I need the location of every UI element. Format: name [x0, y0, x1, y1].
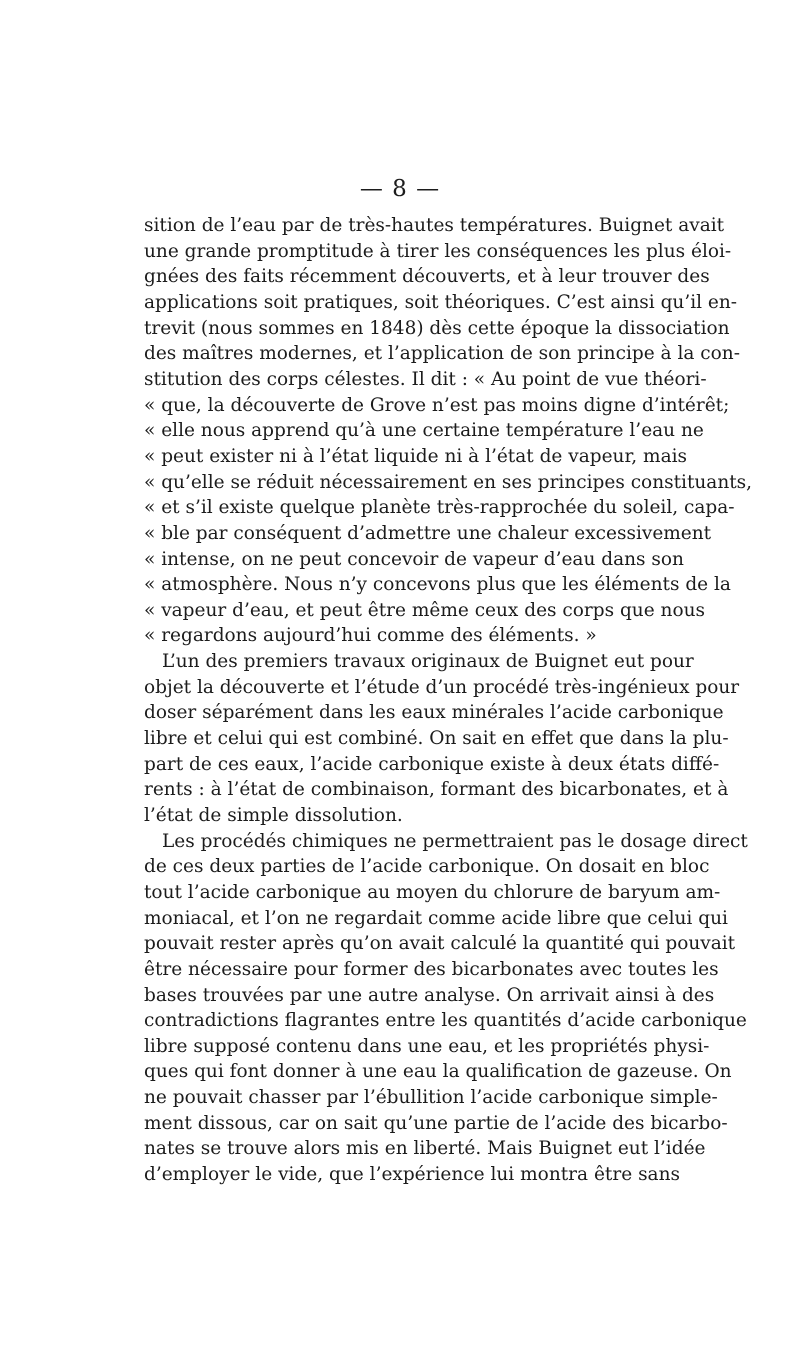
- text-line: « ble par conséquent d’admettre une chaleur excessivement: [144, 522, 712, 544]
- text-line: « elle nous apprend qu’à une certaine température l’eau ne: [144, 420, 704, 442]
- text-line: libre et celui qui est combiné. On sait en effet que dans la plu-: [144, 728, 729, 749]
- text-line: « intense, on ne peut concevoir de vapeur d’eau dans son: [144, 548, 684, 570]
- text-line: contradictions flagrantes entre les quantités d’acide carbonique: [144, 1010, 747, 1032]
- text-line: bases trouvées par une autre analyse. On arrivait ainsi à des: [144, 984, 715, 1006]
- text-line: moniacal, et l’on ne regardait comme acide libre que celui qui: [144, 907, 728, 929]
- text-line: « et s’il existe quelque planète très-rapprochée du soleil, capa-: [144, 497, 735, 519]
- text-line: être nécessaire pour former des bicarbonates avec toutes les: [144, 958, 719, 980]
- text-line: gnées des faits récemment découverts, et à leur trouver des: [144, 266, 710, 288]
- text-line: « que, la découverte de Grove n’est pas moins digne d’intérêt;: [144, 394, 730, 416]
- text-line: sition de l’eau par de très-hautes températures. Buignet avait: [144, 215, 725, 236]
- text-line: objet la découverte et l’étude d’un procédé très-ingénieux pour: [144, 676, 740, 698]
- text-line: Les procédés chimiques ne permettraient pas le dosage direct: [162, 830, 748, 852]
- text-line: des maîtres modernes, et l’application de son principe à la con-: [144, 343, 740, 365]
- text-line: l’état de simple dissolution.: [144, 804, 403, 826]
- text-line: applications soit pratiques, soit théoriques. C’est ainsi qu’il en-: [144, 291, 738, 313]
- text-line: rents : à l’état de combinaison, formant des bicarbonates, et à: [144, 779, 729, 801]
- text-line: « peut exister ni à l’état liquide ni à l’état de vapeur, mais: [144, 445, 688, 467]
- text-line: « regardons aujourd’hui comme des éléments. »: [144, 625, 597, 647]
- text-line: trevit (nous sommes en 1848) dès cette époque la dissociation: [144, 317, 730, 339]
- page-number: — 8 —: [359, 176, 441, 202]
- text-line: « vapeur d’eau, et peut être même ceux des corps que nous: [144, 599, 705, 621]
- text-line: pouvait rester après qu’on avait calculé la quantité qui pouvait: [144, 933, 736, 955]
- text-line: L’un des premiers travaux originaux de Buignet eut pour: [162, 651, 694, 672]
- text-line: « atmosphère. Nous n’y concevons plus que les éléments de la: [144, 574, 731, 596]
- text-line: nates se trouve alors mis en liberté. Mais Buignet eut l’idée: [144, 1138, 706, 1160]
- text-line: part de ces eaux, l’acide carbonique existe à deux états diffé-: [144, 753, 720, 775]
- text-line: ne pouvait chasser par l’ébullition l’acide carbonique simple-: [144, 1087, 718, 1109]
- text-line: libre supposé contenu dans une eau, et les propriétés physi-: [144, 1035, 710, 1057]
- text-line: stitution des corps célestes. Il dit : « Au point de vue théori-: [144, 368, 707, 390]
- text-line: une grande promptitude à tirer les conséquences les plus éloi-: [144, 240, 732, 262]
- text-line: ques qui font donner à une eau la qualification de gazeuse. On: [144, 1061, 732, 1083]
- text-line: de ces deux parties de l’acide carbonique. On dosait en bloc: [144, 856, 710, 878]
- text-line: « qu’elle se réduit nécessairement en ses principes constituants,: [144, 471, 753, 493]
- text-line: d’employer le vide, que l’expérience lui montra être sans: [144, 1164, 680, 1185]
- text-line: doser séparément dans les eaux minérales l’acide carbonique: [144, 702, 724, 724]
- text-line: ment dissous, car on sait qu’une partie de l’acide des bicarbo-: [144, 1112, 728, 1134]
- text-line: tout l’acide carbonique au moyen du chlorure de baryum am-: [144, 881, 721, 903]
